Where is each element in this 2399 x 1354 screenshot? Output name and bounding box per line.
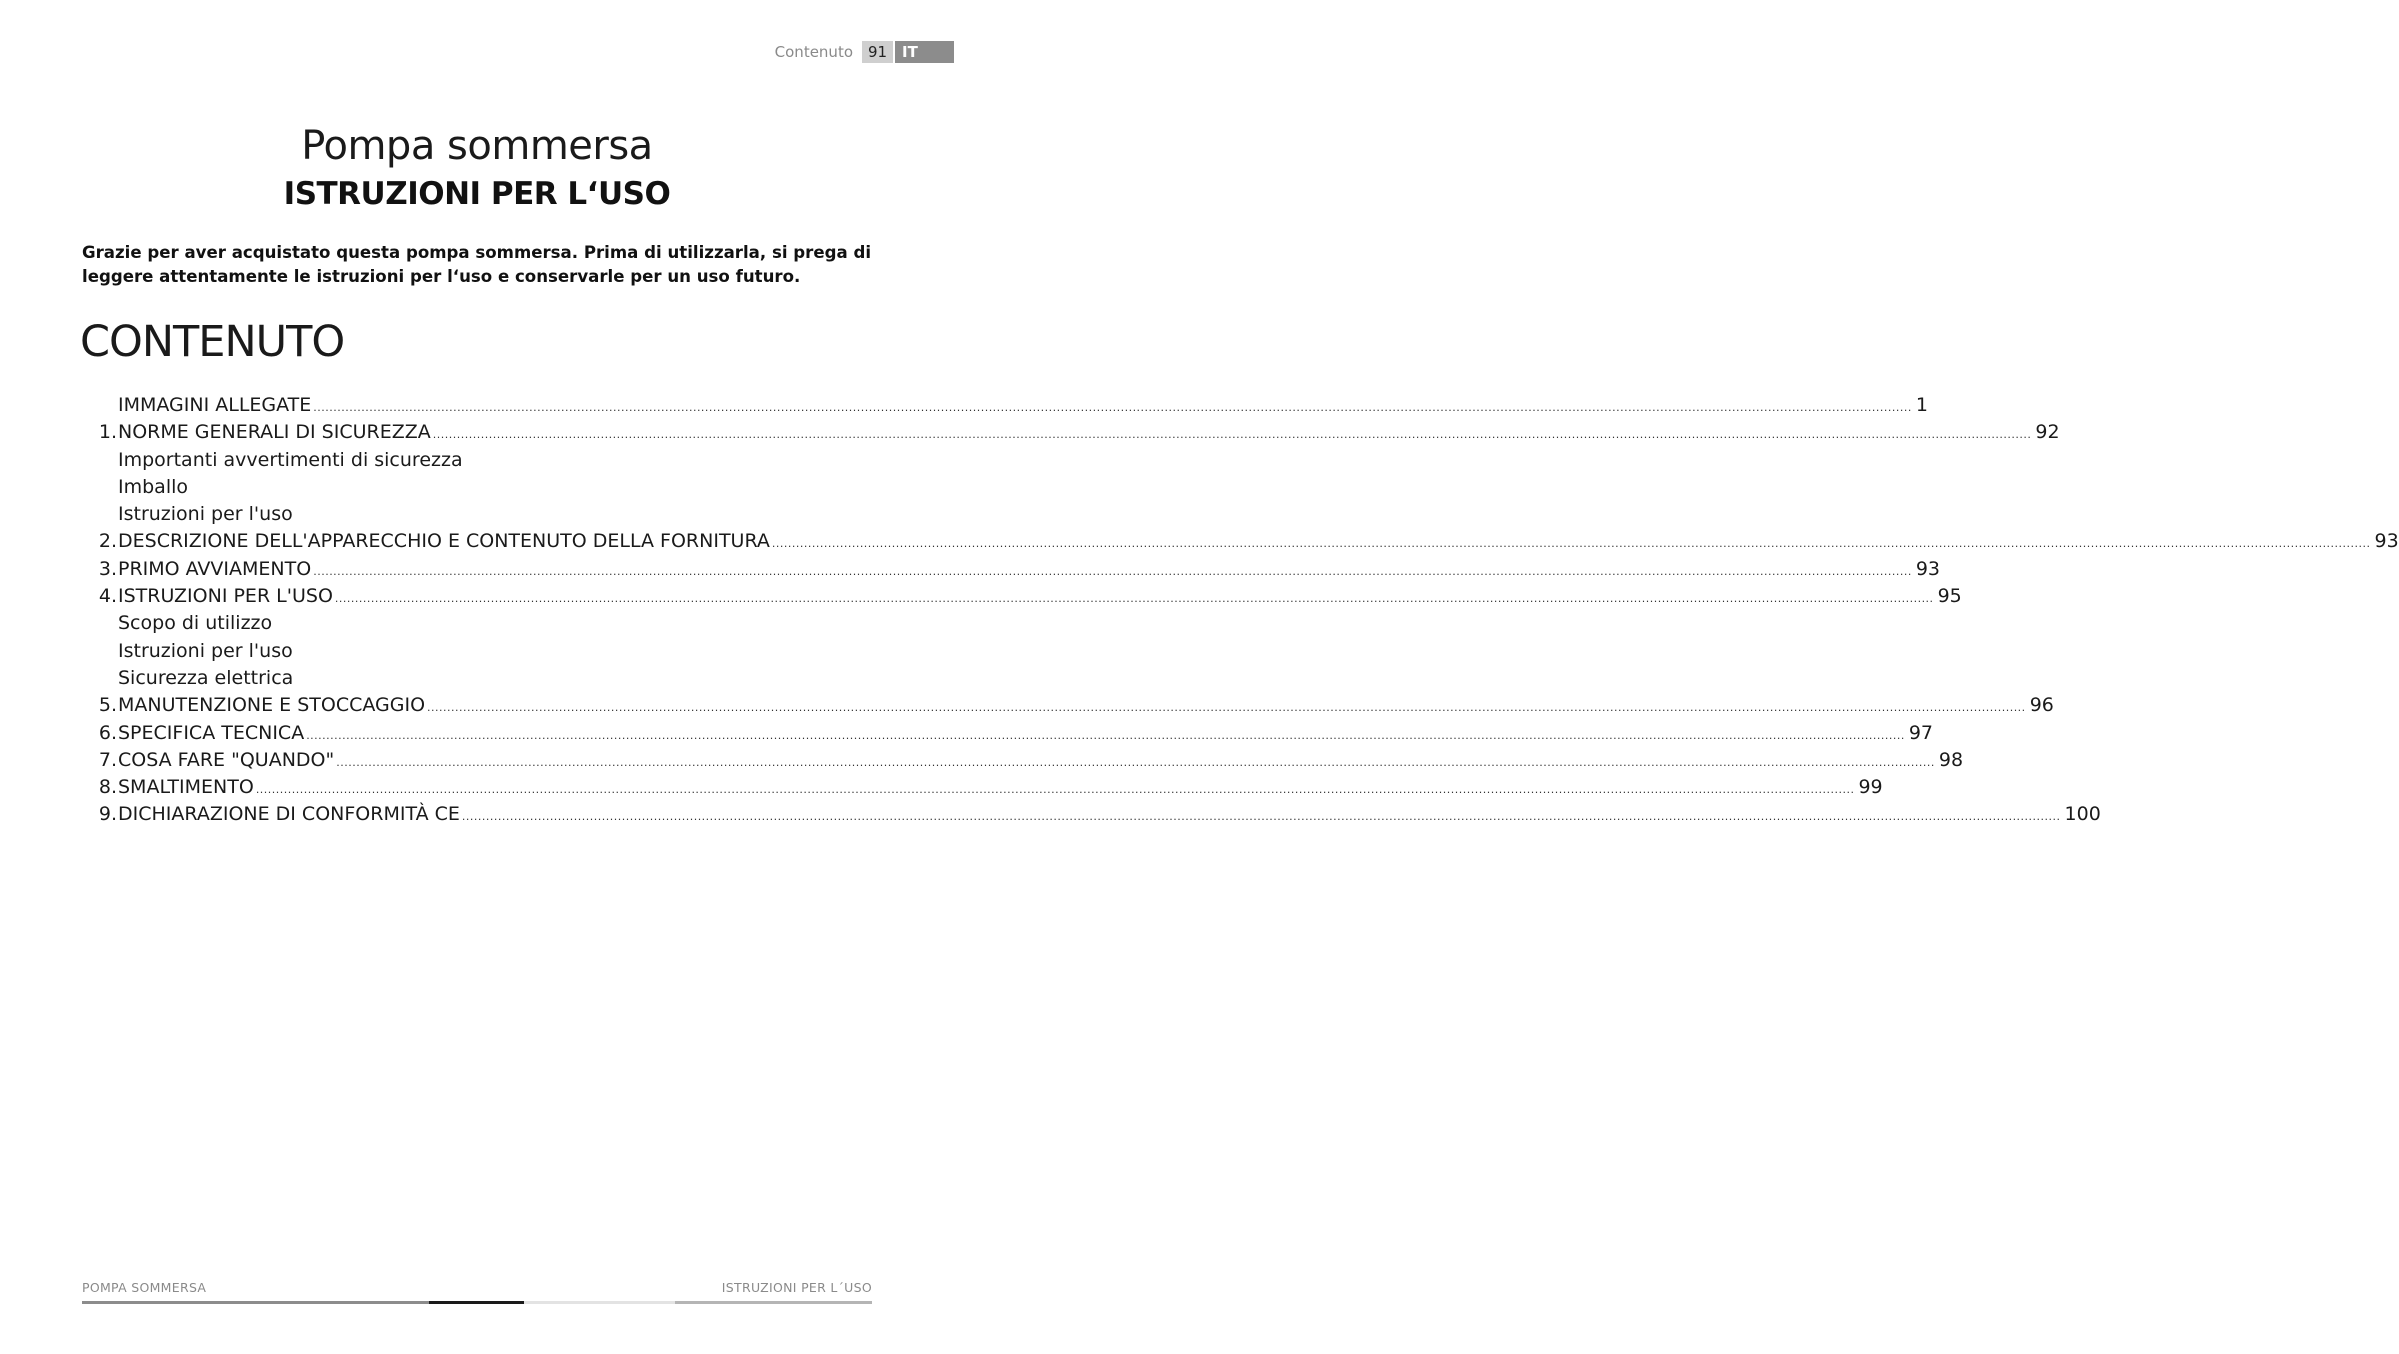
intro-paragraph: Grazie per aver acquistato questa pompa sommersa. Prima di utilizzarla, si prega di leggere attentamente le istruzioni per l‘uso e conservarle per un uso futuro.: [82, 243, 872, 286]
toc-entry: [82, 774, 1883, 801]
toc-entry-number: 9.: [98, 803, 117, 826]
toc-entry-page: 92: [2035, 421, 2060, 444]
toc-dot-leader: ................................................................................................................................................................................................................................................................................................................................................................................................................: [334, 592, 1934, 606]
toc-entry: [82, 747, 1964, 774]
page-footer: [82, 1280, 872, 1306]
toc-entry-page: 1: [1915, 394, 1928, 416]
footer-bar-segment: [675, 1301, 872, 1304]
toc-dot-leader: ................................................................................................................................................................................................................................................................................................................................................................................................................: [313, 564, 1912, 578]
toc-entry: [82, 638, 872, 665]
page-header: [775, 41, 954, 63]
toc-dot-leader: ................................................................................................................................................................................................................................................................................................................................................................................................................: [432, 428, 2032, 442]
footer-bar-segment: [524, 1301, 675, 1304]
toc-dot-leader: ................................................................................................................................................................................................................................................................................................................................................................................................................: [461, 810, 2061, 824]
toc-entry: [82, 447, 872, 474]
page-title: Pompa sommersa: [301, 123, 653, 169]
toc-entry: [82, 583, 1962, 610]
toc-entry-page: 96: [2029, 694, 2054, 717]
header-language-tab: IT: [895, 41, 954, 63]
toc-entry-label: PRIMO AVVIAMENTO: [118, 557, 312, 580]
toc-entry-label: ISTRUZIONI PER L'USO: [118, 585, 333, 608]
toc-entry-number: 2.: [98, 530, 117, 553]
toc-entry: [82, 610, 872, 637]
toc-entry: [82, 528, 2399, 555]
toc-entry-label: Scopo di utilizzo: [118, 612, 273, 635]
header-page-number: 91: [862, 41, 893, 63]
toc-entry-page: 95: [1937, 585, 1962, 608]
toc-dot-leader: ................................................................................................................................................................................................................................................................................................................................................................................................................: [336, 755, 1935, 769]
toc-entry: [82, 556, 1941, 583]
toc-entry-page: 99: [1858, 776, 1883, 799]
toc-entry-label: Importanti avvertimenti di sicurezza: [118, 448, 463, 471]
toc-entry-label: MANUTENZIONE E STOCCAGGIO: [118, 694, 426, 717]
toc-entry-page: 97: [1908, 721, 1934, 744]
page-subtitle: ISTRUZIONI PER L‘USO: [283, 176, 671, 212]
toc-entry: [82, 692, 2054, 719]
toc-entry-page: 93: [1915, 557, 1941, 580]
toc-entry-label: Istruzioni per l'uso: [118, 639, 293, 662]
toc-entry: [82, 801, 2101, 828]
toc-dot-leader: ................................................................................................................................................................................................................................................................................................................................................................................................................: [306, 728, 1905, 742]
footer-bar-segment: [82, 1301, 429, 1304]
toc-entry-label: SMALTIMENTO: [118, 776, 254, 799]
toc-entry-page: 93: [2374, 530, 2399, 553]
toc-entry-page: 98: [1938, 748, 1964, 771]
toc-heading: CONTENUTO: [80, 317, 345, 367]
toc-entry-number: 5.: [98, 694, 117, 717]
toc-entry-number: 8.: [98, 776, 117, 799]
toc-entry-label: SPECIFICA TECNICA: [118, 721, 305, 744]
toc-entry-label: IMMAGINI ALLEGATE: [118, 394, 312, 416]
toc-entry-number: 3.: [98, 557, 117, 580]
toc-entry-number: 7.: [98, 748, 117, 771]
footer-product-name: POMPA SOMMERSA: [82, 1280, 207, 1295]
toc-dot-leader: ................................................................................................................................................................................................................................................................................................................................................................................................................: [313, 401, 1912, 414]
toc-entry: [82, 419, 2060, 446]
toc-entry: [82, 392, 1928, 419]
toc-entry-page: 100: [2064, 803, 2101, 826]
footer-bar-segment: [429, 1301, 524, 1304]
toc-entry-number: 4.: [98, 585, 117, 608]
toc-entry-label: NORME GENERALI DI SICUREZZA: [118, 421, 431, 444]
toc-entry-number: 1.: [98, 421, 117, 444]
toc-dot-leader: ................................................................................................................................................................................................................................................................................................................................................................................................................: [771, 537, 2371, 551]
footer-document-name: ISTRUZIONI PER L´USO: [721, 1280, 872, 1295]
toc-entry-label: Sicurezza elettrica: [118, 666, 294, 689]
toc-entry: [82, 720, 1934, 747]
toc-entry-label: Imballo: [118, 475, 188, 498]
toc-entry-label: DICHIARAZIONE DI CONFORMITÀ CE: [118, 803, 460, 826]
toc-entry: [82, 474, 872, 501]
toc-entry-label: Istruzioni per l'uso: [118, 503, 293, 526]
header-section-label: Contenuto: [774, 43, 853, 61]
toc-entry-label: DESCRIZIONE DELL'APPARECCHIO E CONTENUTO DELLA FORNITURA: [118, 530, 770, 553]
toc-entry: [82, 501, 872, 528]
toc-dot-leader: ................................................................................................................................................................................................................................................................................................................................................................................................................: [427, 701, 2026, 715]
toc-entry-label: COSA FARE "QUANDO": [118, 748, 335, 771]
toc-dot-leader: ................................................................................................................................................................................................................................................................................................................................................................................................................: [255, 783, 1855, 797]
table-of-contents: [82, 392, 2399, 829]
toc-entry-number: 6.: [98, 721, 117, 744]
toc-entry: [82, 665, 872, 692]
